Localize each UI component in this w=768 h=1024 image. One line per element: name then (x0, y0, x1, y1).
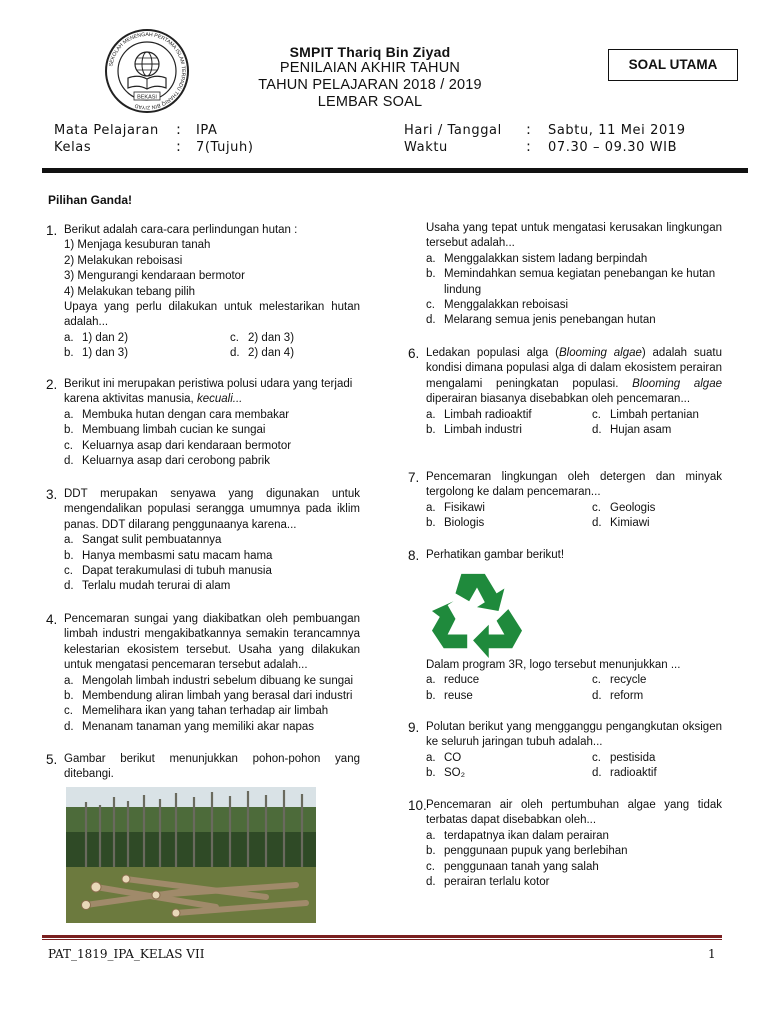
question-text: Ledakan populasi alga (Blooming algae) adalah suatu kondisi dimana populasi alga di dalam ekosistem perairan mengalami peningkatan populasi. Blooming algae diperairan biasanya disebabkan oleh pencemaran... (426, 347, 723, 406)
option: c. Menggalakkan reboisasi (426, 299, 569, 312)
question-number: 9. (408, 720, 420, 735)
question-text: Perhatikan gambar berikut! (426, 549, 565, 561)
info-sep: : (526, 139, 532, 155)
exam-title: PENILAIAN AKHIR TAHUN (279, 60, 461, 76)
footer-document-code: PAT_1819_IPA_KELAS VII (48, 947, 205, 961)
option: a. terdapatnya ikan dalam perairan (426, 829, 609, 842)
option: b. Biologis (426, 517, 485, 530)
option: d. perairan terlalu kotor (426, 876, 550, 889)
option: b. Memindahkan semua kegiatan penebangan ke hutan lindung (426, 268, 716, 296)
question-text: Berikut adalah cara-cara perlindungan hutan : (64, 224, 298, 236)
option: b. penggunaan pupuk yang berlebihan (426, 845, 628, 858)
question-text: Pencemaran air oleh pertumbuhan algae yang tidak terbatas dapat disebabkan oleh... (426, 799, 722, 827)
info-label-date: Hari / Tanggal (404, 123, 502, 138)
option: a. Limbah radioaktif (426, 408, 532, 421)
question-number: 5. (46, 752, 58, 767)
option: d. reform (592, 689, 644, 702)
question-text: DDT merupakan senyawa yang digunakan untuk mengendalikan populasi serangga umumnya pada iklim panas. DDT dilarang penggunaanya karena... (64, 488, 360, 531)
option: a. CO (426, 751, 462, 764)
question-text: Gambar berikut menunjukkan pohon-pohon yang ditebangi. (64, 753, 360, 781)
option: a. Mengolah limbah industri sebelum dibuang ke sungai (64, 674, 354, 687)
info-value-date: Sabtu, 11 Mei 2019 (548, 123, 686, 138)
option: b. Membuang limbah cucian ke sungai (64, 424, 266, 437)
question-number: 2. (46, 377, 58, 392)
question-number: 1. (46, 223, 58, 238)
sheet-title: LEMBAR SOAL (317, 94, 423, 110)
question-text: Berikut ini merupakan peristiwa polusi udara yang terjadi karena aktivitas manusia, kecuali... (64, 378, 353, 406)
option: a. Fisikawi (426, 501, 485, 514)
option: c. penggunaan tanah yang salah (426, 860, 599, 873)
question-number: 3. (46, 487, 58, 502)
option: d. Hujan asam (592, 424, 672, 437)
option: b. Limbah industri (426, 424, 522, 437)
page-number: 1 (708, 947, 716, 961)
question-line: 3) Mengurangi kendaraan bermotor (64, 270, 245, 283)
question-text: Usaha yang tepat untuk mengatasi kerusakan lingkungan tersebut adalah... (426, 222, 722, 250)
info-label-subject: Mata Pelajaran (54, 123, 159, 138)
option: c. Memelihara ikan yang tahan terhadap air limbah (64, 705, 329, 718)
question-number: 7. (408, 470, 420, 485)
question-text: Pencemaran sungai yang diakibatkan oleh pembuangan limbah industri mengakibatkannya semakin terancamnya kelestarian ekosistem tersebut. Usaha yang dilakukan untuk mengatasi pencemaran tersebut adalah... (64, 613, 360, 672)
option: c. Limbah pertanian (592, 408, 699, 421)
info-value-subject: IPA (196, 123, 218, 138)
info-sep: : (176, 139, 182, 155)
question-number: 8. (408, 548, 420, 563)
option: d. Terlalu mudah terurai di alam (64, 580, 231, 593)
recycle-icon (428, 566, 526, 658)
option: b. 1) dan 3) (64, 347, 129, 360)
option: d. Kimiawi (592, 517, 650, 530)
school-name: SMPIT Thariq Bin Ziyad (289, 44, 451, 60)
option: d. radioaktif (592, 767, 657, 780)
question-text: Polutan berikut yang mengganggu pengangkutan oksigen ke seluruh jaringan tubuh adalah... (426, 721, 722, 749)
felled-trees-photo (66, 787, 316, 923)
question-text: Dalam program 3R, logo tersebut menunjukkan ... (426, 659, 681, 671)
question-line: 4) Melakukan tebang pilih (64, 285, 196, 298)
option: c. pestisida (592, 751, 656, 764)
option: b. Membendung aliran limbah yang berasal dari industri (64, 690, 353, 703)
info-value-time: 07.30 – 09.30 WIB (548, 140, 678, 155)
option: c. Keluarnya asap dari kendaraan bermotor (64, 439, 292, 452)
question-text: Pencemaran lingkungan oleh detergen dan minyak tergolong ke dalam pencemaran... (426, 471, 722, 499)
question-number: 4. (46, 612, 58, 627)
info-value-class: 7(Tujuh) (196, 140, 254, 155)
option: a. Menggalakkan sistem ladang berpindah (426, 252, 648, 265)
option: a. Sangat sulit pembuatannya (64, 534, 222, 547)
section-title: Pilihan Ganda! (48, 193, 133, 207)
option: b. reuse (426, 689, 473, 702)
question-line: Upaya yang perlu dilakukan untuk melestarikan hutan adalah... (64, 301, 360, 329)
question-number: 10. (408, 798, 427, 813)
info-label-class: Kelas (54, 140, 92, 155)
academic-year: TAHUN PELAJARAN 2018 / 2019 (258, 77, 482, 93)
question-number: 6. (408, 346, 420, 361)
school-logo (104, 28, 190, 114)
option: a. reduce (426, 674, 480, 687)
footer-divider (42, 939, 722, 940)
option: a. 1) dan 2) (64, 331, 129, 344)
option: d. Melarang semua jenis penebangan hutan (426, 314, 656, 327)
option: c. 2) dan 3) (230, 331, 295, 344)
question-line: 1) Menjaga kesuburan tanah (64, 239, 211, 252)
header-divider (42, 168, 748, 173)
option: d. Menanam tanaman yang memiliki akar napas (64, 720, 315, 733)
svg-text:BEKASI: BEKASI (137, 94, 157, 101)
option: c. recycle (592, 674, 647, 687)
option: d. 2) dan 4) (230, 347, 295, 360)
question-line: 2) Melakukan reboisasi (64, 254, 183, 267)
option: b. Hanya membasmi satu macam hama (64, 549, 273, 562)
option: a. Membuka hutan dengan cara membakar (64, 408, 290, 421)
option: c. Dapat terakumulasi di tubuh manusia (64, 565, 272, 578)
info-label-time: Waktu (404, 140, 448, 155)
info-sep: : (176, 122, 182, 138)
svg-text:SEKOLAH MENENGAH PERTAMA ISLAM: SEKOLAH MENENGAH PERTAMA ISLAM TERPADU THARIQ BIN ZIYAD (108, 31, 187, 111)
footer-divider (42, 935, 722, 938)
soal-utama-badge: SOAL UTAMA (608, 49, 738, 81)
info-sep: : (526, 122, 532, 138)
option: b. SO₂ (426, 767, 466, 780)
option: c. Geologis (592, 501, 656, 514)
option: d. Keluarnya asap dari cerobong pabrik (64, 455, 270, 468)
